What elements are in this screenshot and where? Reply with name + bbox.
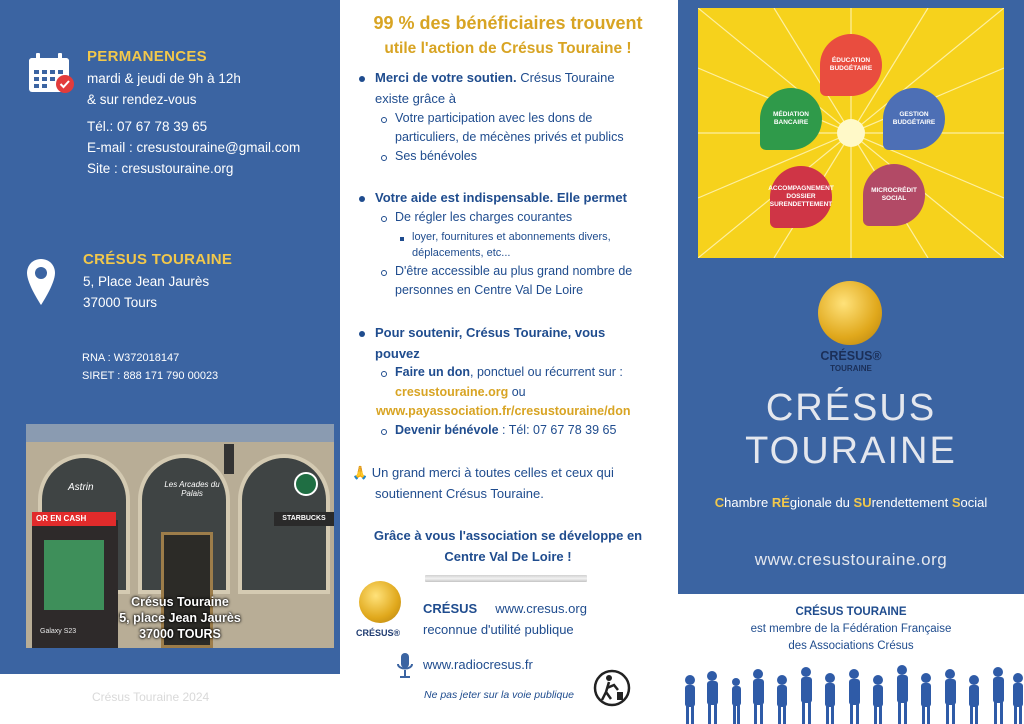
address-line-2: 37000 Tours (83, 295, 158, 310)
square-bullet (400, 237, 404, 241)
circle-bullet (381, 371, 387, 377)
poster-item-mediation: MÉDIATION BANCAIRE (760, 88, 822, 150)
section1-bold: Merci de votre soutien. (375, 70, 517, 85)
member-line-3: des Associations Crésus (788, 640, 914, 652)
siret-number: SIRET : 888 171 790 00023 (82, 370, 219, 382)
crowd-silhouette (678, 662, 1024, 724)
thanks-line-1: 🙏 Un grand merci à toutes celles et ceux qui (352, 465, 614, 480)
acronym-expansion (678, 495, 1024, 510)
donate-rest: , ponctuel ou récurrent sur : (470, 365, 623, 379)
coin-label-bottom: TOURAINE (830, 364, 872, 373)
poster-item-education: ÉDUCATION BUDGÉTAIRE (820, 34, 882, 96)
growth-line-1: Grâce à vous l'association se développe en (373, 528, 643, 543)
acronym-rendettement: rendettement (871, 495, 952, 510)
cover-title-line-2: TOURAINE (745, 430, 957, 472)
poster-item-accompagnement: ACCOMPAGNEMENT DOSSIER SURENDETTEMENT (770, 166, 832, 228)
divider-bar (425, 575, 587, 582)
section2-subsub-a: loyer, fournitures et abonnements divers, (412, 231, 611, 243)
section2-sub2a: D'être accessible au plus grand nombre de (395, 264, 633, 278)
acronym-gionale: gionale du (789, 495, 854, 510)
cresus-touraine-coin-logo (818, 281, 882, 345)
section3-urls (395, 385, 526, 399)
section3-bold-a: Pour soutenir, Crésus Touraine, vous (375, 325, 606, 340)
donate-link-1[interactable]: cresustouraine.org (395, 385, 509, 399)
thanks-line-2: soutiennent Crésus Touraine. (375, 486, 544, 501)
address-line-1: 5, Place Jean Jaurès (83, 274, 210, 289)
section1-sub2: Ses bénévoles (395, 149, 478, 163)
middle-subtitle: utile l'action de Crésus Touraine ! (384, 40, 632, 57)
email-address[interactable]: E-mail : cresustouraine@gmail.com (87, 140, 301, 155)
section1-rest: Crésus Touraine (516, 70, 615, 85)
acronym-s: S (951, 495, 961, 510)
section2-heading (375, 190, 627, 205)
section1-sub1b: particuliers, de mécènes privés et publics (395, 130, 624, 144)
or-word: ou (508, 385, 526, 399)
location-pin-icon (26, 258, 56, 306)
photo-sign-arcades: Les Arcades du Palais (164, 480, 220, 498)
radio-url[interactable]: www.radiocresus.fr (423, 657, 533, 672)
photo-camera-watermark: Galaxy S23 (40, 628, 77, 635)
donate-link-2[interactable]: www.payassociation.fr/cresustouraine/don (376, 404, 631, 418)
member-title (678, 606, 1024, 618)
rna-number: RNA : W372018147 (82, 352, 180, 364)
photo-caption-2: 5, place Jean Jaurès (119, 611, 241, 625)
volunteer-label: Devenir bénévole (395, 423, 499, 437)
cresus-name: CRÉSUS (423, 601, 478, 616)
storefront-photo (26, 424, 334, 648)
section2-sub1: De régler les charges courantes (395, 210, 573, 224)
photo-sign-starbucks: STARBUCKS (274, 512, 334, 526)
cresus-coin-label: CRÉSUS® (356, 628, 401, 638)
circle-bullet (381, 429, 387, 435)
circle-bullet (381, 270, 387, 276)
permanences-title: PERMANENCES (87, 48, 207, 65)
section1-heading (375, 70, 615, 85)
section3-heading-a (375, 325, 605, 340)
cresus-info-line-1 (423, 601, 587, 616)
acronym-c: C (714, 495, 725, 510)
circle-bullet (381, 216, 387, 222)
acronym-hambre: hambre (724, 495, 772, 510)
poster-item-microcredit: MICROCRÉDIT SOCIAL (863, 164, 925, 226)
circle-bullet (381, 117, 387, 123)
section3-bold-b: pouvez (375, 346, 420, 361)
faded-footer-text: Crésus Touraine 2024 (92, 690, 210, 704)
calendar-icon (27, 52, 75, 94)
left-panel (0, 0, 340, 674)
photo-caption-1: Crésus Touraine (131, 595, 229, 609)
volunteer-phone: : Tél: 07 67 78 39 65 (498, 423, 617, 437)
donate-label: Faire un don (395, 365, 470, 379)
member-title-bold: CRÉSUS TOURAINE (795, 606, 907, 618)
cresus-coin-logo (359, 581, 401, 623)
do-not-litter-icon (592, 668, 632, 708)
section2-subsub-b: déplacements, etc... (412, 247, 511, 259)
bullet-dot (359, 196, 365, 202)
phone-number[interactable]: Tél.: 07 67 78 39 65 (87, 119, 208, 134)
growth-line-2: Centre Val De Loire ! (444, 549, 572, 564)
photo-sky (26, 424, 334, 444)
photo-sign-or: OR EN CASH (32, 512, 116, 526)
hours-line-2: & sur rendez-vous (87, 92, 197, 107)
section2-sub2b: personnes en Centre Val De Loire (395, 283, 584, 297)
middle-title: 99 % des bénéficiaires trouvent (373, 13, 643, 33)
acronym-re: RÉ (771, 495, 790, 510)
hours-line-1: mardi & jeudi de 9h à 12h (87, 71, 241, 86)
member-line-2: est membre de la Fédération Française (750, 623, 952, 635)
cover-website-link[interactable]: www.cresustouraine.org (754, 550, 948, 569)
acronym-su: SU (853, 495, 872, 510)
services-poster (698, 8, 1004, 258)
coin-label-top: CRÉSUS® (820, 349, 882, 363)
photo-sign-astrin: Astrin (68, 482, 94, 493)
acronym-ocial: ocial (960, 495, 988, 510)
microphone-icon (396, 652, 414, 680)
section1-sub1a: Votre participation avec les dons de (395, 111, 593, 125)
cover-title-line-1: CRÉSUS (765, 387, 937, 429)
bullet-dot (359, 331, 365, 337)
cresus-url[interactable]: www.cresus.org (495, 601, 587, 616)
section3-heading-b (375, 346, 420, 361)
photo-caption-3: 37000 TOURS (139, 627, 221, 641)
cresus-recognition: reconnue d'utilité publique (423, 622, 574, 637)
photo-starbucks-logo (294, 472, 318, 496)
website-link[interactable]: Site : cresustouraine.org (87, 161, 234, 176)
bullet-dot (359, 76, 365, 82)
org-title: CRÉSUS TOURAINE (83, 251, 233, 268)
section3-sub2 (395, 423, 616, 437)
no-litter-notice: Ne pas jeter sur la voie publique (424, 689, 575, 701)
circle-bullet (381, 155, 387, 161)
section3-sub1 (395, 365, 623, 379)
photo-street-lamp (224, 444, 234, 474)
poster-item-gestion: GESTION BUDGÉTAIRE (883, 88, 945, 150)
section1-line2: existe grâce à (375, 91, 456, 106)
section2-bold: Votre aide est indispensable. Elle permet (375, 190, 627, 205)
